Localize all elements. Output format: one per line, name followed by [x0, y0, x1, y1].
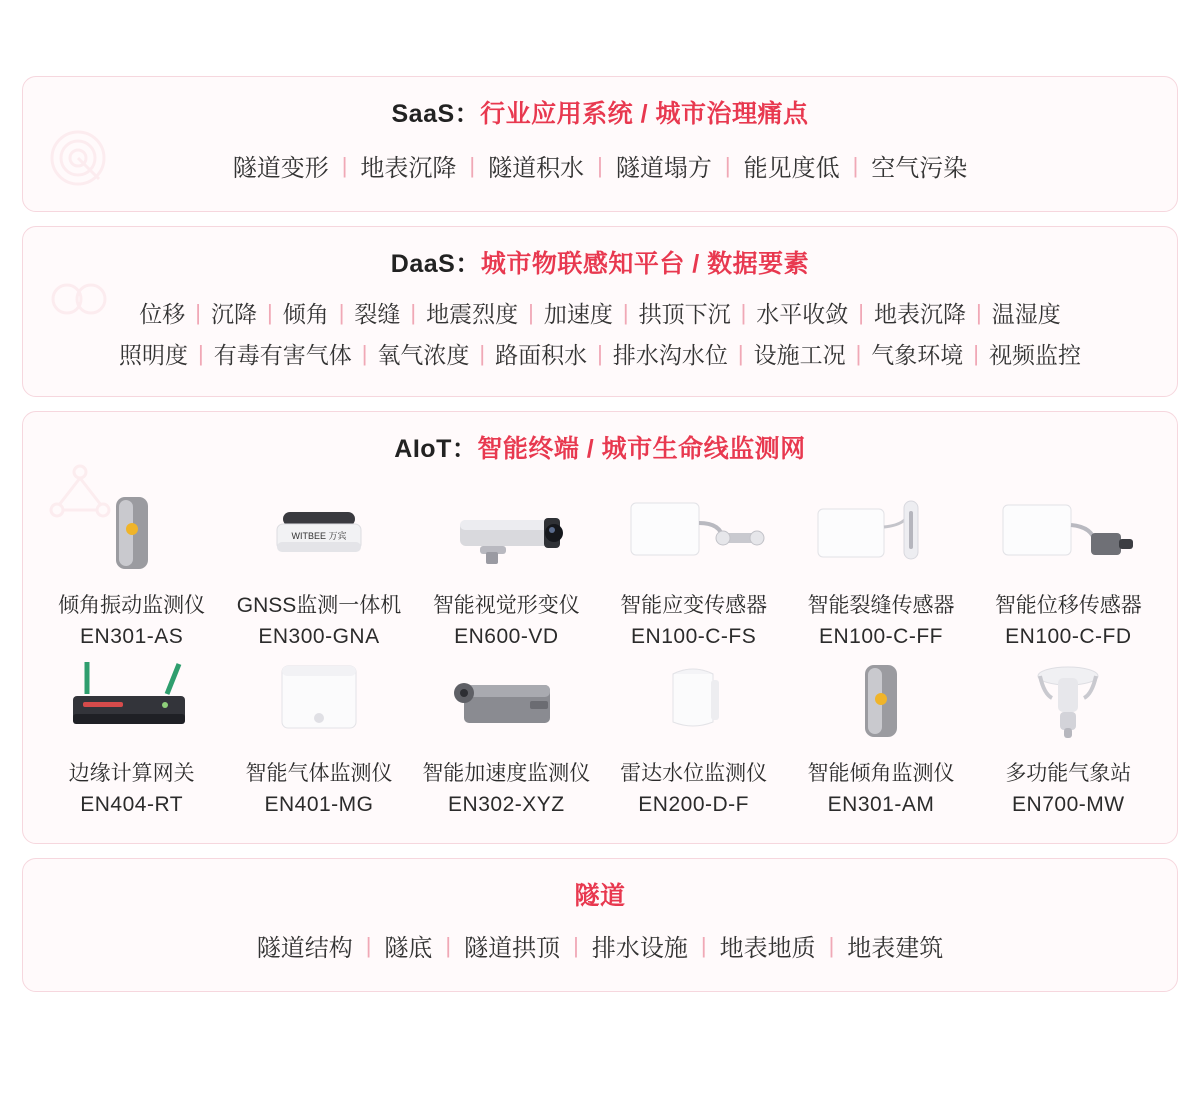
panel-tunnel [22, 858, 1178, 992]
device-name: 智能气体监测仪 [245, 762, 393, 785]
daas-item: 照明度 [118, 342, 188, 368]
panel-aiot-title-main: 智能终端 / 城市生命线监测网 [477, 435, 806, 463]
panel-saas-title-prefix: SaaS： [391, 100, 481, 128]
device-model: EN100-C-FD [1005, 625, 1132, 648]
device-model: EN301-AM [827, 793, 935, 816]
device-name: 边缘计算网关 [68, 762, 195, 785]
device-model: EN100-C-FS [631, 625, 757, 648]
crack-sensor-icon [790, 485, 971, 581]
saas-item: 隧道塌方 [615, 155, 712, 182]
strain-sensor-icon [603, 485, 784, 581]
device-name: 智能倾角监测仪 [807, 762, 955, 785]
panel-daas-title-prefix: DaaS： [390, 250, 481, 278]
device-model: EN600-VD [454, 625, 559, 648]
daas-item-list-row1 [23, 294, 1177, 335]
device-name: 智能位移传感器 [994, 594, 1142, 617]
device-model: EN700-MW [1012, 793, 1125, 816]
separator: | [338, 299, 345, 325]
daas-item: 视频监控 [989, 342, 1082, 368]
separator: | [597, 340, 603, 366]
saas-item: 能见度低 [743, 155, 840, 182]
separator: | [266, 299, 273, 325]
tunnel-item: 地表地质 [719, 935, 816, 962]
panel-daas-title-main: 城市物联感知平台 / 数据要素 [480, 250, 810, 278]
daas-item: 拱顶下沉 [638, 301, 731, 327]
device-model: EN200-D-F [638, 793, 749, 816]
daas-item: 有毒有害气体 [213, 342, 352, 368]
device-card[interactable] [790, 485, 971, 649]
separator: | [724, 152, 731, 178]
daas-item: 倾角 [282, 301, 329, 327]
separator: | [828, 932, 835, 958]
panel-aiot [22, 411, 1178, 844]
daas-item: 加速度 [543, 301, 613, 327]
panel-tunnel-title: 隧道 [574, 882, 626, 910]
saas-item: 地表沉降 [360, 155, 457, 182]
separator: | [622, 299, 629, 325]
separator: | [597, 152, 603, 178]
displacement-sensor-icon [978, 485, 1159, 581]
device-model: EN401-MG [264, 793, 374, 816]
gnss-receiver-icon [228, 485, 409, 581]
panel-aiot-title [23, 412, 1177, 479]
daas-item: 地表沉降 [874, 301, 967, 327]
tunnel-item: 排水设施 [591, 935, 688, 962]
gas-monitor-icon [228, 653, 409, 749]
separator: | [737, 340, 744, 366]
device-name: 智能加速度监测仪 [422, 762, 591, 785]
saas-item: 空气污染 [871, 155, 968, 182]
device-card[interactable] [416, 485, 597, 649]
device-card[interactable] [416, 653, 597, 817]
separator: | [855, 340, 862, 366]
separator: | [852, 152, 859, 178]
daas-item: 温湿度 [991, 301, 1061, 327]
device-card[interactable] [978, 653, 1159, 817]
accelerometer-icon [416, 653, 597, 749]
separator: | [976, 299, 982, 325]
daas-item: 裂缝 [354, 301, 401, 327]
saas-item: 隧道变形 [232, 155, 329, 182]
device-card[interactable] [228, 485, 409, 649]
saas-item: 隧道积水 [488, 155, 585, 182]
device-model: EN301-AS [80, 625, 184, 648]
separator: | [858, 299, 865, 325]
tilt-sensor-icon [790, 653, 971, 749]
tunnel-item-list [23, 926, 1177, 991]
device-name: 雷达水位监测仪 [620, 762, 768, 785]
device-name: 智能应变传感器 [620, 594, 768, 617]
separator: | [365, 932, 372, 958]
device-model: EN404-RT [80, 793, 184, 816]
daas-item: 设施工况 [753, 342, 846, 368]
daas-item: 沉降 [210, 301, 257, 327]
weather-station-icon [978, 653, 1159, 749]
panel-saas-title-main: 行业应用系统 / 城市治理痛点 [480, 100, 809, 128]
tunnel-item: 隧道结构 [256, 935, 353, 962]
separator: | [195, 299, 201, 325]
separator: | [973, 340, 980, 366]
tunnel-item: 地表建筑 [847, 935, 944, 962]
tunnel-item: 隧底 [384, 935, 433, 962]
panel-saas [22, 76, 1178, 212]
device-name: 多功能气象站 [1005, 762, 1132, 785]
panel-daas-title [23, 227, 1177, 294]
separator: | [700, 932, 707, 958]
separator: | [469, 152, 476, 178]
daas-item: 气象环境 [871, 342, 964, 368]
panel-aiot-title-prefix: AIoT： [394, 435, 478, 463]
device-name: 智能视觉形变仪 [432, 594, 580, 617]
svg-text:WITBEE 万宾: WITBEE 万宾 [291, 531, 347, 541]
vision-camera-icon [416, 485, 597, 581]
daas-item: 位移 [139, 301, 186, 327]
edge-gateway-router-icon [41, 653, 222, 749]
device-card[interactable] [228, 653, 409, 817]
separator: | [573, 932, 579, 958]
separator: | [197, 340, 204, 366]
panel-daas [22, 226, 1178, 397]
device-grid [23, 479, 1177, 843]
daas-item-list-row2 [23, 335, 1177, 396]
network-nodes-icon [49, 464, 111, 525]
daas-item: 地震烈度 [426, 301, 519, 327]
panel-saas-title [23, 77, 1177, 144]
daas-item: 路面积水 [495, 342, 588, 368]
device-card[interactable] [978, 485, 1159, 649]
radar-water-level-icon [603, 653, 784, 749]
daas-item: 氧气浓度 [377, 342, 470, 368]
device-model: EN100-C-FF [818, 625, 943, 648]
separator: | [528, 299, 534, 325]
daas-item: 排水沟水位 [612, 342, 728, 368]
device-card[interactable] [790, 653, 971, 817]
separator: | [410, 299, 417, 325]
device-name: GNSS监测一体机 [236, 594, 402, 617]
separator: | [341, 152, 348, 178]
device-card[interactable] [41, 653, 222, 817]
target-rings-icon [49, 129, 107, 192]
device-model: EN302-XYZ [448, 793, 565, 816]
saas-item-list [23, 144, 1177, 211]
separator: | [479, 340, 486, 366]
tunnel-item: 隧道拱顶 [464, 935, 561, 962]
device-card[interactable] [603, 485, 784, 649]
separator: | [361, 340, 368, 366]
device-name: 倾角振动监测仪 [58, 594, 206, 617]
daas-item: 水平收敛 [756, 301, 849, 327]
separator: | [445, 932, 452, 958]
device-model: EN300-GNA [258, 625, 380, 648]
infinity-loop-icon [49, 279, 111, 324]
separator: | [740, 299, 747, 325]
device-name: 智能裂缝传感器 [807, 594, 955, 617]
device-card[interactable] [603, 653, 784, 817]
